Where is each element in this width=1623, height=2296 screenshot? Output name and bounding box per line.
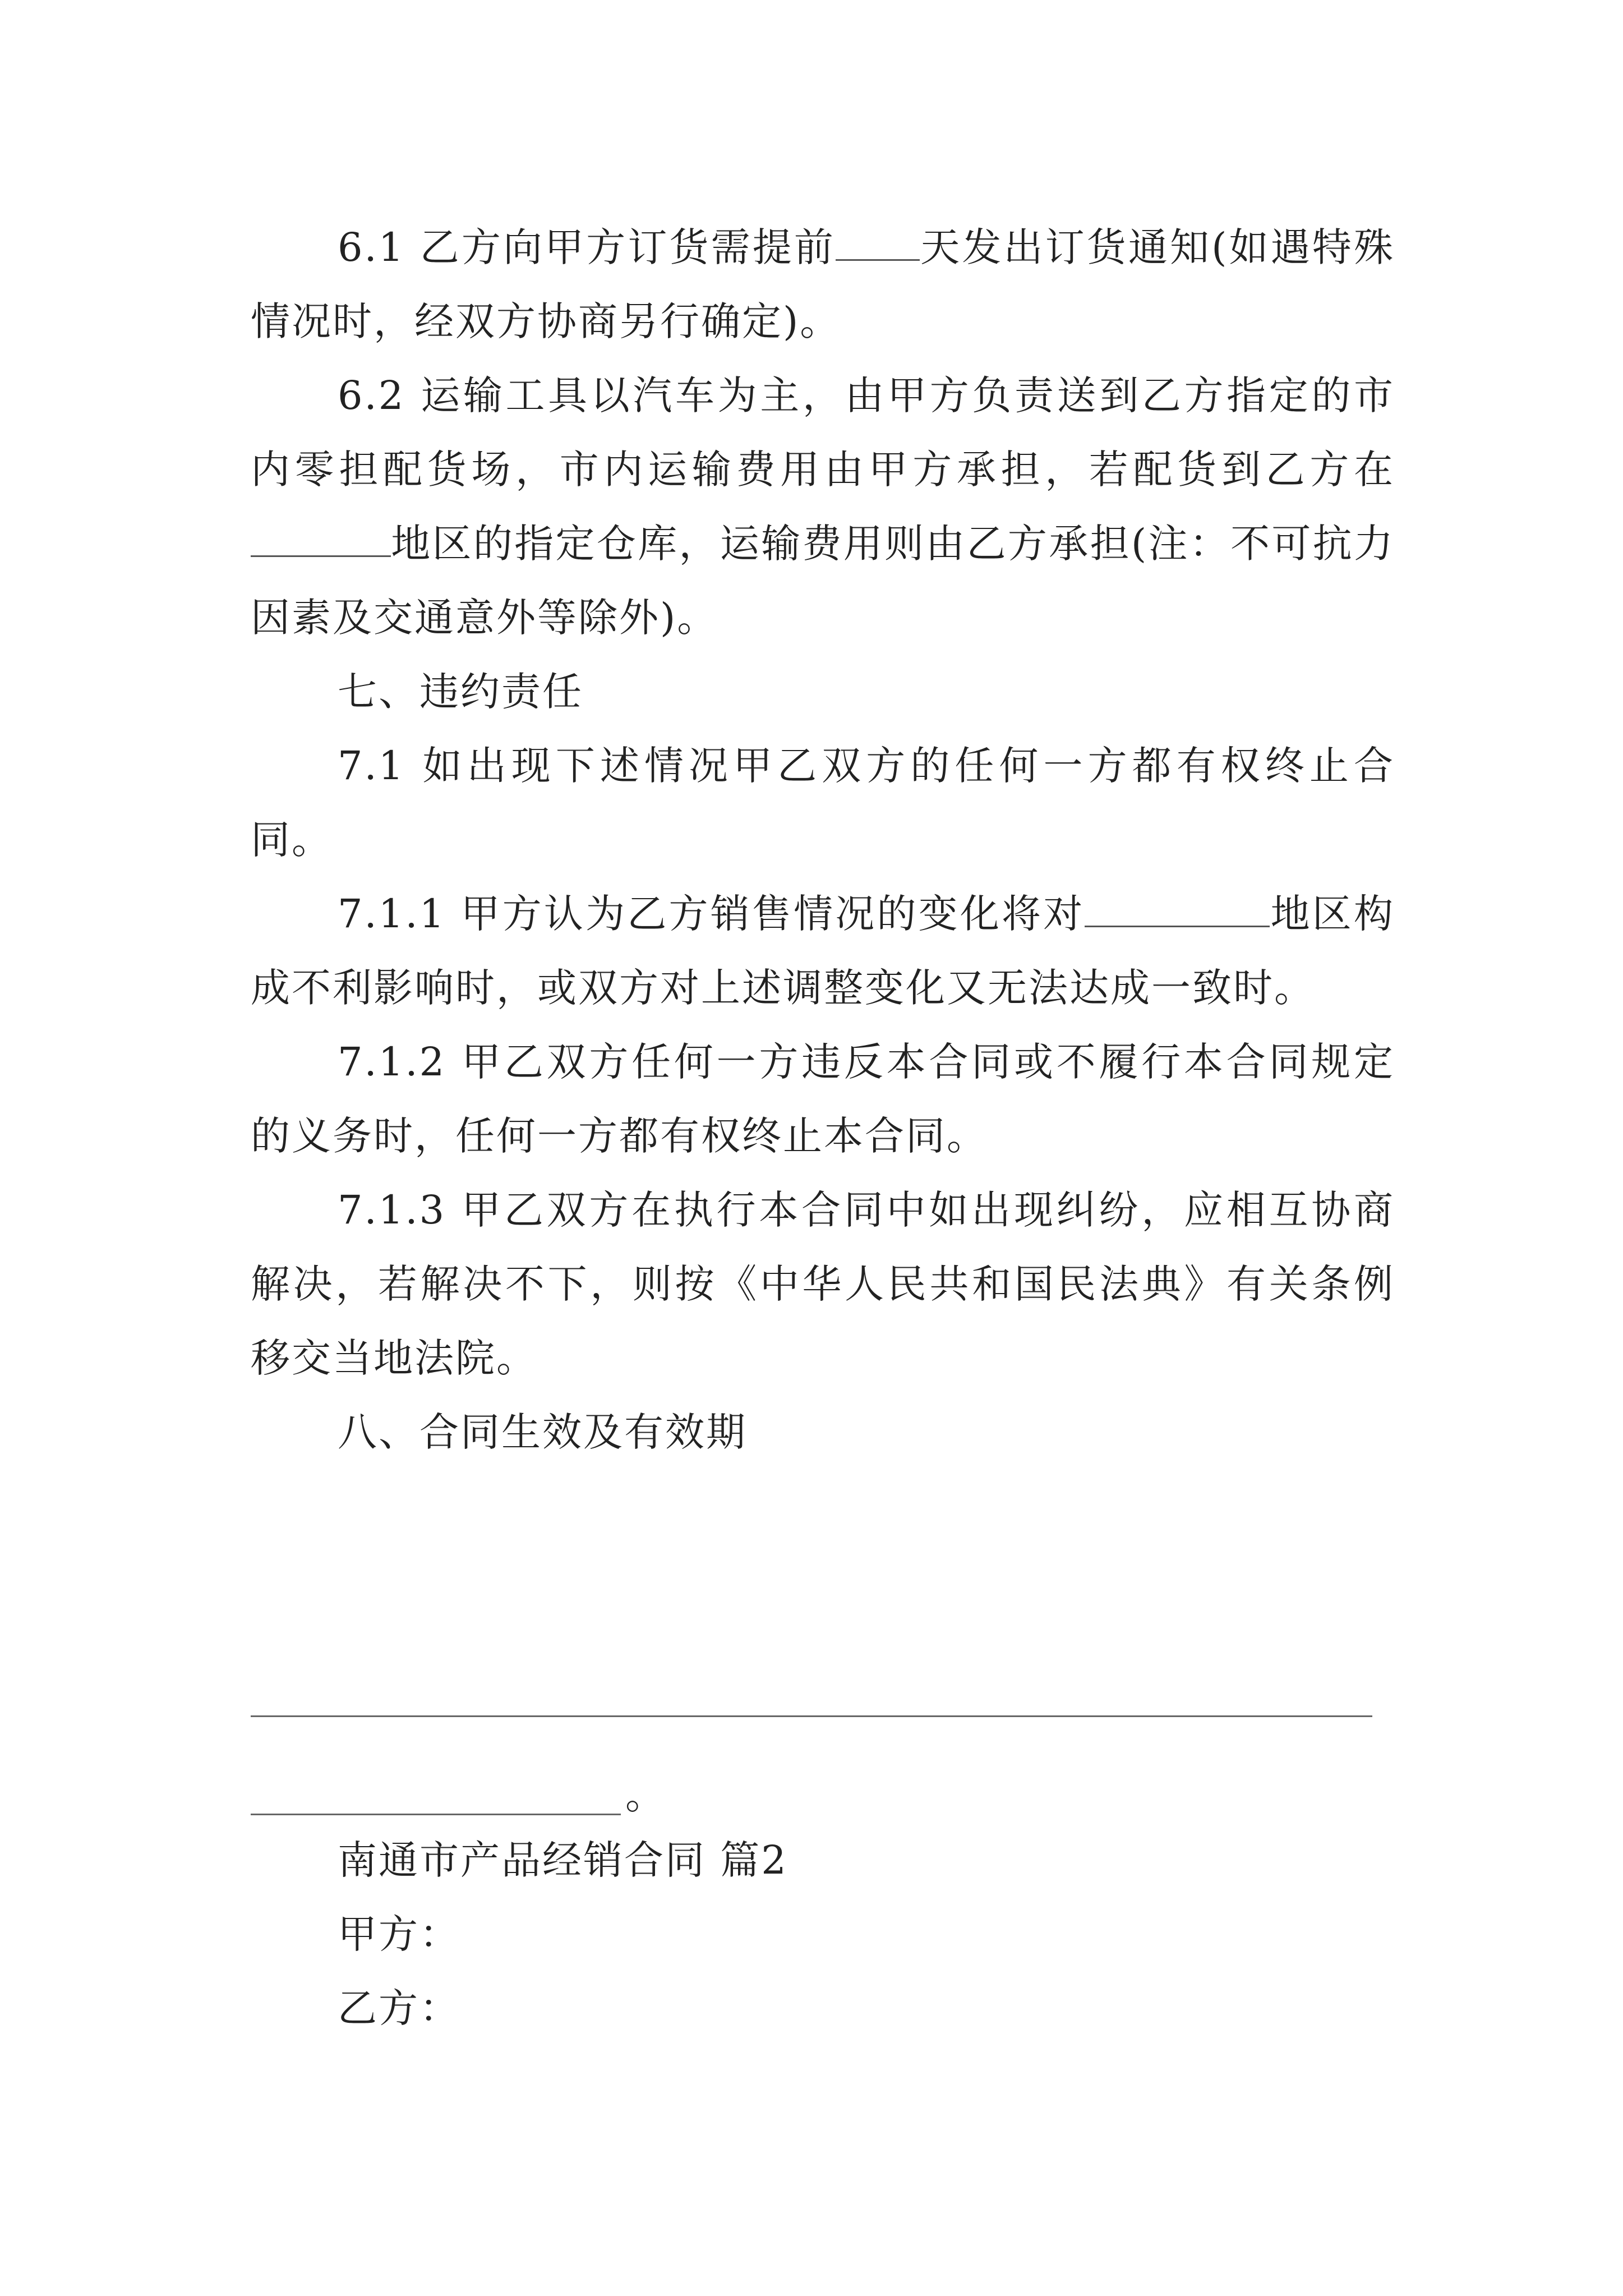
section-7-heading: 七、违约责任	[338, 669, 583, 715]
document-body	[251, 210, 1395, 1469]
clause-6-2	[251, 358, 1395, 655]
fill-blank-region	[251, 518, 391, 557]
clause-6-2-text-a: 6.2 运输工具以汽车为主，由甲方负责送到乙方指定的市内零担配货场，市内运输费用由甲方承担，若配货到乙方在	[251, 372, 1395, 493]
fill-blank-days	[836, 222, 920, 261]
fill-line-period: 。	[625, 1772, 665, 1818]
fill-blank-area	[1085, 889, 1270, 927]
next-contract-header	[251, 1823, 1395, 2045]
clause-7-1-1-text-a: 7.1.1 甲方认为乙方销售情况的变化将对	[338, 891, 1085, 937]
clause-6-1	[251, 210, 1395, 358]
clause-7-1-1	[251, 877, 1395, 1025]
contract-title: 南通市产品经销合同 篇2	[338, 1837, 788, 1883]
clause-6-1-text-b: 天发出订货通知(如遇特殊情况时，经双方协商另行确定)。	[251, 224, 1395, 344]
clause-6-2-text-b: 地区的指定仓库，运输费用则由乙方承担(注：不可抗力因素及交通意外等除外)。	[251, 521, 1395, 641]
fill-line-short-row	[251, 1767, 665, 1823]
clause-7-1-3: 7.1.3 甲乙双方在执行本合同中如出现纠纷，应相互协商解决，若解决不下，则按《中华人民共和国民法典》有关条例移交当地法院。	[251, 1187, 1395, 1381]
clause-7-1-2: 7.1.2 甲乙双方任何一方违反本合同或不履行本合同规定的义务时，任何一方都有权终止本合同。	[251, 1039, 1395, 1159]
fill-line-short	[251, 1814, 621, 1815]
party-b-label: 乙方：	[338, 1985, 460, 2031]
party-a-label: 甲方：	[338, 1911, 460, 1957]
fill-line-full	[251, 1715, 1372, 1717]
section-8-heading: 八、合同生效及有效期	[338, 1409, 747, 1455]
clause-7-1-1-text-b: 地区构成不利影响时，或双方对上述调整变化又无法达成一致时。	[251, 891, 1395, 1011]
clause-6-1-text-a: 6.1 乙方向甲方订货需提前	[338, 224, 836, 270]
clause-7-1: 7.1 如出现下述情况甲乙双方的任何一方都有权终止合同。	[251, 743, 1395, 863]
